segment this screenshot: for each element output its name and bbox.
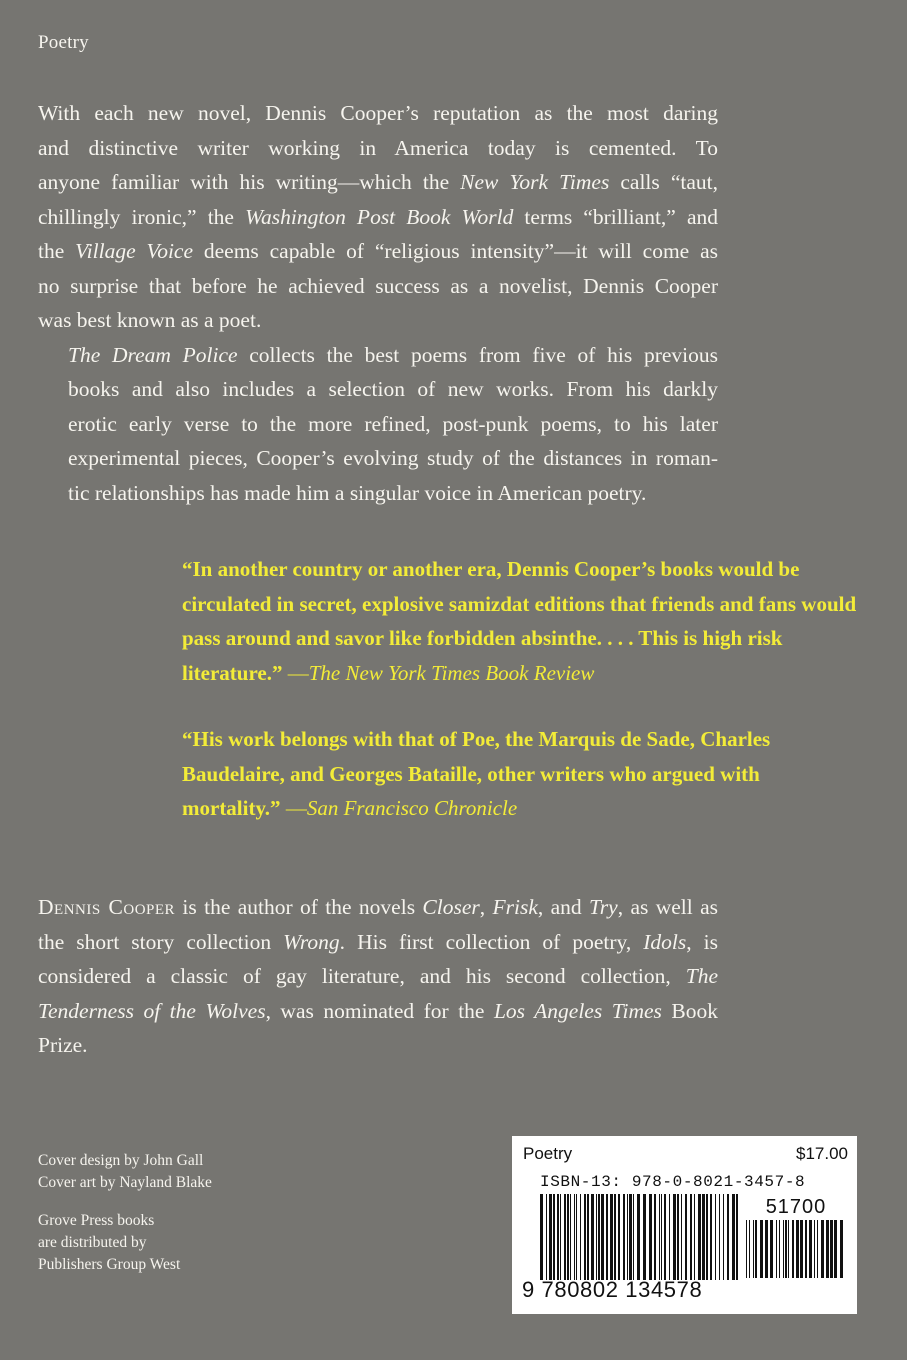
barcode-bar	[809, 1220, 812, 1278]
distribution-line: Publishers Group West	[38, 1256, 181, 1273]
barcode-bar	[623, 1194, 625, 1280]
italic-title: Los Angeles Times	[493, 998, 662, 1023]
quote-text: “His work belongs with that of Poe, the Marquis de Sade, Charles Baudelaire, and Georges Bataille, other writers who argued with mortality.”	[182, 727, 771, 820]
barcode-bar	[661, 1194, 662, 1280]
barcode-bar	[840, 1220, 843, 1278]
italic-title: Frisk	[492, 895, 538, 919]
review-quote	[182, 552, 862, 690]
italic-title: The Tenderness of the Wolves	[38, 964, 718, 1023]
barcode-bar	[800, 1220, 803, 1278]
italic-title: Washington Post Book World	[245, 204, 514, 229]
barcode-bar	[574, 1194, 575, 1280]
barcode-bar	[792, 1220, 794, 1278]
review-quotes	[182, 552, 862, 826]
author-bio-text: Dennis Cooper is the author of the novels Closer, Frisk, and Try, as well as the short story collection Wrong. His first collection of poetry, Idols, is considered a classic of gay literature, and his second collection, The Tenderness of the Wolves, was nominated for the Los Angeles Times Book Prize.	[38, 895, 719, 1057]
text-line: experimental pieces, Cooper’s evolving study of the distances in roman-	[68, 446, 718, 470]
barcode-bar	[753, 1220, 754, 1278]
barcode-bar	[649, 1194, 652, 1280]
barcode-bar	[788, 1220, 789, 1278]
addon-barcode-bars	[746, 1220, 846, 1278]
blurb-paragraph-1	[38, 96, 718, 338]
credits	[38, 1150, 212, 1276]
barcode-bar	[659, 1194, 660, 1280]
barcode-bar	[765, 1220, 768, 1278]
blurb	[38, 96, 718, 510]
barcode-bar	[596, 1194, 597, 1280]
barcode-bar	[553, 1194, 555, 1280]
barcode-bar	[560, 1194, 561, 1280]
barcode-bar	[598, 1194, 600, 1280]
isbn: ISBN-13: 978-0-8021-3457-8	[540, 1173, 806, 1191]
barcode-bar	[719, 1194, 720, 1280]
italic-title: Closer	[422, 895, 480, 919]
barcode-bar	[664, 1194, 666, 1280]
barcode-bar	[710, 1194, 712, 1280]
barcode-bar	[576, 1194, 577, 1280]
barcode-bar	[618, 1194, 620, 1280]
cover-art-credit: Cover art by Nayland Blake	[38, 1174, 212, 1191]
quote-dash: —	[280, 796, 307, 820]
barcode-bar	[727, 1194, 729, 1280]
barcode-bar	[783, 1220, 784, 1278]
barcode-bar	[564, 1194, 566, 1280]
barcode-bar	[629, 1194, 632, 1280]
barcode-bar	[694, 1194, 695, 1280]
barcode-bar	[549, 1194, 552, 1280]
italic-title: Try	[589, 895, 618, 919]
barcode-bar	[591, 1194, 594, 1280]
barcode-bar	[706, 1194, 708, 1280]
barcode-bar	[755, 1220, 757, 1278]
barcode-bar	[779, 1220, 780, 1278]
barcode-bar	[601, 1194, 604, 1280]
barcode-bar	[606, 1194, 608, 1280]
text-line: chillingly ironic,” the Washington Post Book World terms “brilliant,” and	[38, 204, 718, 229]
quote-dash: —	[282, 660, 309, 685]
text-line: tic relationships has made him a singular voice in American poetry.	[68, 480, 647, 505]
barcode-digits: 9 780802 134578	[522, 1277, 703, 1302]
barcode-bar	[821, 1220, 824, 1278]
barcode-bar	[610, 1194, 613, 1280]
distribution-line: Grove Press books	[38, 1212, 155, 1229]
design-credits	[38, 1150, 212, 1194]
barcode-bar	[584, 1194, 586, 1280]
barcode-bar	[723, 1194, 724, 1280]
barcode-bar	[749, 1220, 750, 1278]
text-line: and distinctive writer working in America today is cemented. To	[38, 135, 718, 160]
barcode-bar	[826, 1220, 829, 1278]
text-line: was best known as a poet.	[38, 308, 262, 332]
text-line: erotic early verse to the more refined, post-punk poems, to his later	[68, 411, 718, 436]
barcode-bar	[637, 1194, 640, 1280]
barcode-bar	[540, 1194, 543, 1280]
distribution-note	[38, 1210, 212, 1276]
barcode-bar	[785, 1220, 787, 1278]
barcode-bar	[685, 1194, 687, 1280]
barcode-bars	[540, 1194, 742, 1280]
barcode-bar	[633, 1194, 634, 1280]
text-line: anyone familiar with his writing—which the New York Times calls “taut,	[38, 170, 718, 194]
barcode-bar	[557, 1194, 559, 1280]
category-label: Poetry	[38, 32, 89, 53]
barcode-bar	[770, 1220, 773, 1278]
barcode-bar	[567, 1194, 569, 1280]
barcode-bar	[736, 1194, 738, 1280]
text-line: the Village Voice deems capable of “religious intensity”—it will come as	[38, 239, 718, 263]
barcode-bar	[654, 1194, 656, 1280]
barcode-bar	[587, 1194, 589, 1280]
author-bio	[38, 890, 718, 1063]
italic-title: New York Times	[460, 170, 610, 194]
barcode-bar	[698, 1194, 701, 1280]
barcode-category: Poetry	[523, 1144, 573, 1163]
barcode-bar	[796, 1220, 799, 1278]
price-addon-number: 51700	[765, 1196, 827, 1218]
barcode-bar	[643, 1194, 646, 1280]
barcode-bar	[715, 1194, 716, 1280]
distribution-line: are distributed by	[38, 1234, 147, 1251]
text-line: no surprise that before he achieved success as a novelist, Dennis Cooper	[38, 273, 718, 298]
barcode-bar	[702, 1194, 705, 1280]
barcode-bar	[673, 1194, 676, 1280]
barcode-bar	[834, 1220, 837, 1278]
barcode-bar	[627, 1194, 628, 1280]
italic-title: Wrong	[283, 929, 340, 954]
barcode-label	[512, 1136, 857, 1314]
italic-title: Village Voice	[75, 239, 194, 263]
quote-source: The New York Times Book Review	[308, 660, 595, 685]
italic-title: Idols	[643, 929, 687, 954]
quote-source: San Francisco Chronicle	[306, 796, 518, 820]
price: $17.00	[796, 1144, 848, 1163]
cover-design-credit: Cover design by John Gall	[38, 1152, 204, 1169]
text-line: With each new novel, Dennis Cooper’s reputation as the most daring	[38, 101, 718, 125]
barcode-bar	[830, 1220, 833, 1278]
barcode-bar	[776, 1220, 777, 1278]
review-quote	[182, 722, 862, 826]
author-name: Dennis Cooper	[38, 895, 176, 919]
text-line: books and also includes a selection of new works. From his darkly	[68, 377, 718, 401]
barcode-bar	[760, 1220, 763, 1278]
barcode-bar	[580, 1194, 581, 1280]
barcode-bar	[677, 1194, 679, 1280]
barcode-bar	[614, 1194, 616, 1280]
barcode-bar	[690, 1194, 692, 1280]
barcode-bar	[669, 1194, 670, 1280]
barcode-bar	[817, 1220, 818, 1278]
barcode-bar	[732, 1194, 735, 1280]
text-line: The Dream Police collects the best poems from five of his previous	[68, 342, 718, 367]
barcode-bar	[570, 1194, 571, 1280]
barcode-bar	[746, 1220, 747, 1278]
quote-text: “In another country or another era, Dennis Cooper’s books would be circulated in secret, explosive samizdat editions that friends and fans would pass around and savor like forbidden absinthe. . . . This is high risk literature.”	[182, 557, 857, 685]
barcode-bar	[681, 1194, 682, 1280]
barcode-bar	[814, 1220, 815, 1278]
barcode-bar	[805, 1220, 807, 1278]
barcode-bar	[546, 1194, 547, 1280]
blurb-paragraph-2	[38, 338, 718, 511]
italic-title: The Dream Police	[68, 342, 238, 367]
